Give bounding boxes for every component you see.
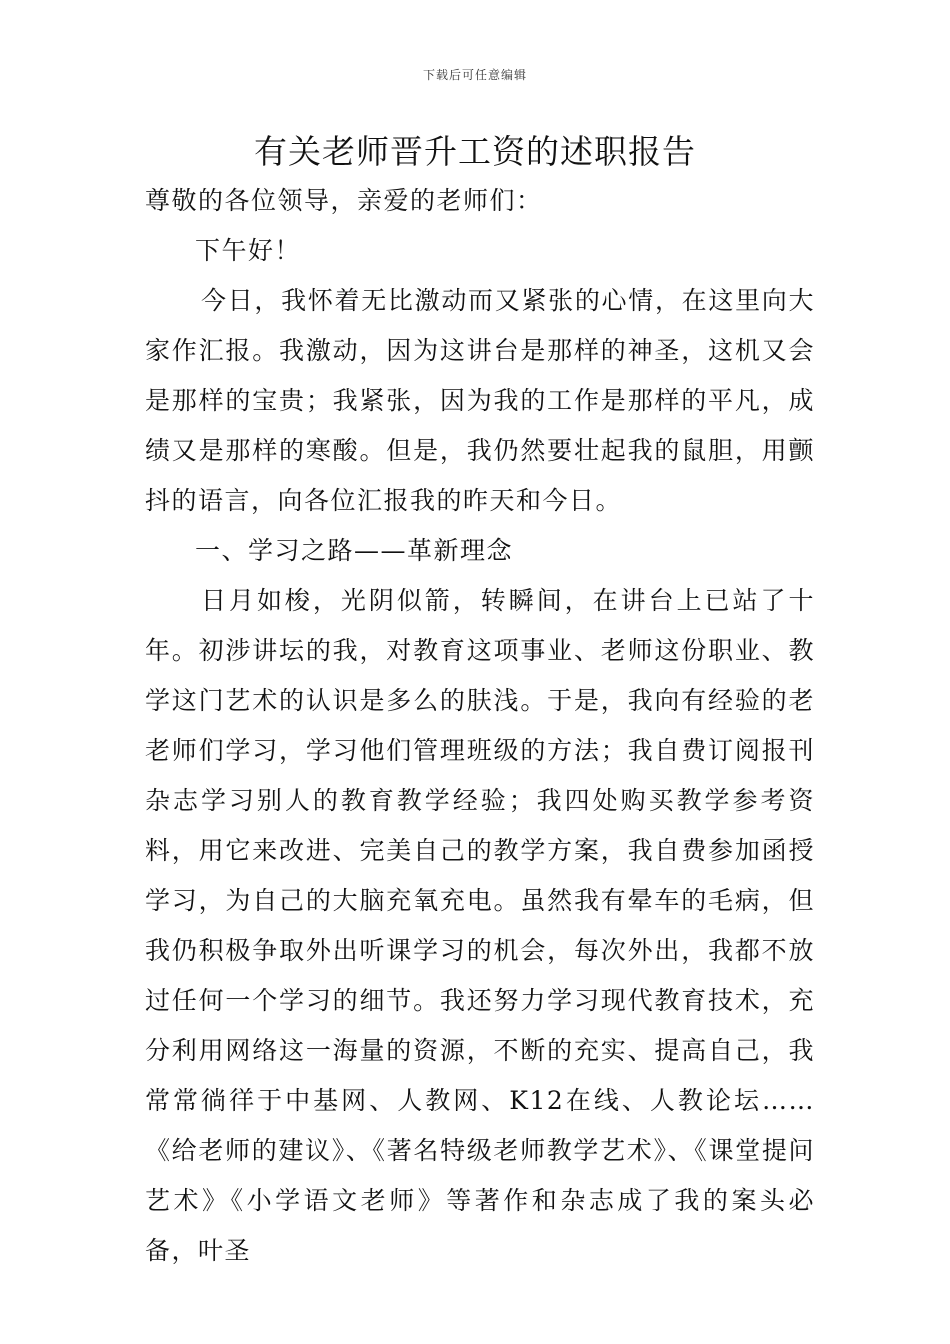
section-heading: 一、学习之路——革新理念 (195, 536, 514, 565)
paragraph-learning: 日月如梭，光阴似箭，转瞬间，在讲台上已站了十年。初涉讲坛的我，对教育这项事业、老师这份职业、教学这门艺术的认识是多么的肤浅。于是，我向有经验的老老师们学习，学习他们管理班级的方法；我自费订阅报刊杂志学习别人的教育教学经验；我四处购买教学参考资料，用它来改进、完美自己的教学方案，我自费参加函授学习，为自己的大脑充氧充电。虽然我有晕车的毛病，但我仍积极争取外出听课学习的机会，每次外出，我都不放过任何一个学习的细节。我还努力学习现代教育技术，充分利用网络这一海量的资源，不断的充实、提高自己，我常常徜徉于中基网、人教网、K12在线、人教论坛……《给老师的建议》、《著名特级老师教学艺术》、《课堂提问艺术》《小学语文老师》等著作和杂志成了我的案头必备，叶圣 (145, 586, 815, 1265)
greeting: 下午好！ (195, 236, 302, 265)
salutation: 尊敬的各位领导，亲爱的老师们： (145, 186, 543, 215)
header-note: 下载后可任意编辑 (422, 68, 527, 82)
document-title: 有关老师晋升工资的述职报告 (254, 132, 696, 171)
paragraph-intro: 今日，我怀着无比激动而又紧张的心情，在这里向大家作汇报。我激动，因为这讲台是那样的神圣，这机又会是那样的宝贵；我紧张，因为我的工作是那样的平凡，成绩又是那样的寒酸。但是，我仍然要壮起我的鼠胆，用颤抖的语言，向各位汇报我的昨天和今日。 (145, 286, 815, 515)
document-body (145, 176, 815, 1276)
